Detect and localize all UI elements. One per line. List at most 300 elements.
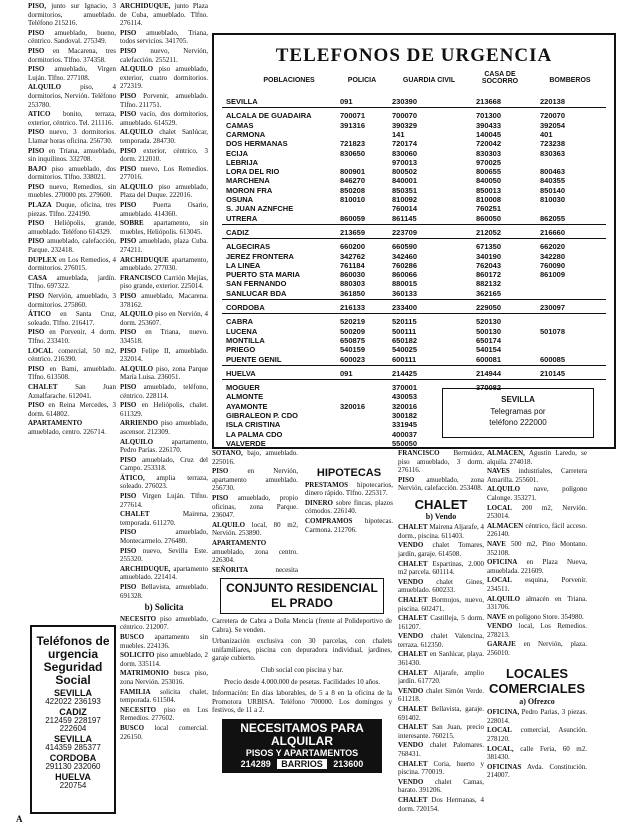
- classified-ad: ARCHIDUQUE, apartamento amueblado. 221414.: [120, 564, 208, 582]
- phone-cell: 500209: [340, 326, 366, 336]
- phone-cell: 223709: [392, 227, 418, 237]
- emergency-phones-table: [212, 33, 616, 449]
- town-name: LEBRIJA: [226, 157, 259, 167]
- sevilla-label: SEVILLA: [501, 395, 535, 404]
- town-name: ECIJA: [226, 148, 249, 158]
- classified-ad: NAVE en polígono Store. 354980.: [487, 612, 584, 621]
- phone-cell: 850351: [392, 185, 418, 195]
- locales-ads: [487, 708, 587, 780]
- phone-cell: 091: [340, 97, 353, 106]
- classified-ad: PISO en Triana, nuevo. 334518.: [120, 328, 208, 345]
- table-row: [214, 176, 614, 185]
- town-name: CADIZ: [226, 227, 249, 237]
- phone-cell: 342460: [392, 251, 418, 261]
- phone-cell: 760251: [476, 204, 502, 214]
- classified-ad: CHALET Bellavista, garaje. 691402.: [398, 705, 484, 722]
- phone-cell: 701300: [476, 111, 502, 121]
- classified-ad: PISO amueblado, propio oficinas, zona Parque. 236047.: [212, 493, 298, 520]
- town-name: MARCHENA: [226, 176, 270, 186]
- table-separator: [222, 107, 606, 108]
- phone-cell: 860066: [392, 270, 418, 280]
- table-row: [214, 214, 614, 223]
- table-row: [214, 336, 614, 345]
- classified-ad: PISO en Triana, amueblado, sin inquilinos. 332708.: [28, 146, 116, 164]
- classified-ad: CHALET San Juan Aznalfarache. 612041.: [28, 382, 116, 400]
- phone-cell: 390433: [476, 120, 502, 130]
- town-name: CARMONA: [226, 129, 266, 139]
- classified-ad: PISO Porvenir, amueblado. Tlfno. 211751.: [120, 91, 208, 109]
- phone-cell: 860050: [476, 213, 502, 223]
- classified-ad: LOCAL esquina, Porvenir. 234511.: [487, 576, 587, 593]
- classified-ad: PISO Felipe II, amueblado. 232014.: [120, 346, 208, 364]
- town-name: S. JUAN AZNFCHE: [226, 204, 294, 214]
- ss-city: HUELVA: [55, 772, 91, 782]
- phone-cell: 361850: [340, 288, 366, 298]
- phone-cell: 230097: [540, 303, 566, 312]
- classified-ad: CHALET Aljarafe, amplio jardín. 617720.: [398, 668, 484, 686]
- barrios-line1: NECESITAMOS PARA ALQUILAR: [240, 720, 364, 748]
- classified-ad: CHALET Mairena Aljarafe, 4 dorm., piscina. 611403.: [398, 523, 484, 540]
- classified-ad: FAMILIA solicita chalet, temporada. 611504.: [120, 687, 208, 705]
- classified-ad: PISO nuevo, 3 dormitorios. Llamar horas oficina. 256730.: [28, 128, 116, 145]
- social-security-title: Teléfonos de urgencia Seguridad Social: [36, 634, 110, 687]
- phone-cell: 671350: [476, 242, 502, 252]
- phone-cell: 860030: [340, 270, 366, 280]
- phone-cell: 970025: [476, 157, 502, 167]
- phone-cell: 501078: [540, 326, 566, 336]
- phone-cell: 540159: [340, 345, 366, 355]
- phone-cell: 362165: [476, 288, 502, 298]
- phone-cell: 520130: [476, 317, 502, 327]
- phone-cell: 331945: [392, 420, 418, 430]
- classifieds-column-1: [28, 2, 116, 624]
- classified-ad: PRESTAMOS hipotecarios, dinero rápido. Tlfno. 225317.: [305, 480, 393, 498]
- table-row: [214, 195, 614, 204]
- table-row: [214, 261, 614, 270]
- town-name: GIBRALEON P. CDO: [226, 411, 298, 420]
- classified-ad: NECESITO piso amueblado, céntrico. 212007.: [120, 614, 208, 632]
- phone-cell: 800502: [392, 167, 418, 177]
- header-guardia-civil: GUARDIA CIVIL: [402, 77, 456, 84]
- classified-ad: VENDO chalet Gines, amueblado. 600233.: [398, 577, 484, 595]
- phone-cell: 800901: [340, 167, 366, 177]
- telegram-phone: teléfono 222000: [489, 418, 547, 427]
- classified-ad: OFICINA en Plaza Nueva, amueblada. 221609.: [487, 558, 587, 575]
- classified-ad: VENDO chalet Camas, barato. 391206.: [398, 777, 484, 795]
- phone-cell: 213668: [476, 97, 502, 106]
- classified-ad: DUPLEX en Los Remedios, 4 dormitorios. 276015.: [28, 255, 116, 273]
- conjunto-title-line2: EL PRADO: [271, 596, 333, 610]
- table-separator: [222, 365, 606, 366]
- phone-cell: 800655: [476, 167, 502, 177]
- table-separator: [222, 299, 606, 300]
- classified-ad: PISO amueblado, calefacción, Parque. 232418.: [28, 237, 116, 255]
- classified-ad: ATICO bonito, terraza, exterior, céntrico. Tel. 211116.: [28, 110, 116, 127]
- town-name: SEVILLA: [226, 97, 258, 106]
- classified-ad: CHALET Mairena, temporada. 611270.: [120, 510, 208, 527]
- phone-cell: 762043: [476, 260, 502, 270]
- classified-ad: NAVE 500 m2, Pino Montano. 352108.: [487, 539, 587, 557]
- classified-ad: ALQUILO almacén en Triana. 331706.: [487, 594, 587, 612]
- table-separator: [222, 313, 606, 314]
- conjunto-p2: Urbanización exclusiva con 30 parcelas, con chalets unifamiliares, piscina con depuradora individual, jardines, garaje cubierto.: [212, 637, 392, 663]
- classified-ad: CHALET Castilleja, 5 dorm. 161207.: [398, 614, 484, 631]
- phone-cell: 723238: [540, 139, 566, 149]
- phone-cell: 800463: [540, 167, 566, 177]
- phone-cell: 861145: [392, 213, 417, 223]
- table-row: [214, 317, 614, 326]
- town-name: CORDOBA: [226, 303, 265, 312]
- classified-ad: MATRIMONIO busca piso, zona Nervión. 253016.: [120, 669, 208, 686]
- phone-cell: 810010: [340, 195, 366, 204]
- table-row: [214, 327, 614, 336]
- classified-ad: PISO amueblado, Macarena. 378162.: [120, 292, 208, 309]
- header-policia: POLICIA: [347, 77, 377, 84]
- table-row: [214, 228, 614, 237]
- phone-cell: 850013: [476, 185, 502, 195]
- classified-ad: NAVES industriales, Carretera Amarilla. 255601.: [487, 467, 587, 484]
- classified-ad: ALMACEN céntrico, fácil acceso. 226140.: [487, 521, 587, 539]
- corner-mark: A: [16, 814, 23, 824]
- phone-cell: 392054: [540, 120, 566, 130]
- classified-ad: FRANCISCO Carrión Mejías, piso grande, exterior. 225014.: [120, 273, 208, 291]
- table-row: [214, 158, 614, 167]
- classified-ad: ALQUILO piso en Nervión, 4 dorm. 253607.: [120, 310, 208, 327]
- c4-pre-ads: [398, 449, 484, 493]
- phone-cell: 214944: [476, 368, 502, 378]
- phone-cell: 370082: [476, 383, 502, 393]
- phone-cell: 520115: [392, 317, 417, 327]
- barrios-phone-1: 214289: [240, 758, 271, 769]
- town-name: MORON FRA: [226, 185, 273, 195]
- phone-cell: 540154: [476, 345, 502, 355]
- conjunto-p4: Precio desde 4.000.000 de pesetas. Facilidades 10 años.: [223, 677, 381, 686]
- hipotecas-section: [305, 449, 393, 573]
- classified-ad: PISO, junto sur Ignacio, 3 dormitorios, amueblado. Teléfono 215216.: [28, 2, 116, 28]
- ss-number: 212459 228197 222604: [45, 716, 101, 733]
- phone-cell: 760090: [540, 260, 566, 270]
- phone-cell: 861009: [540, 270, 566, 280]
- phone-cell: 216133: [340, 303, 366, 312]
- classified-ad: ÁTICO en Santa Cruz, soleado. Tlfno. 216417.: [28, 310, 116, 327]
- conjunto-residencial-ad: [212, 578, 392, 811]
- col2-section-heading: b) Solicita: [144, 602, 184, 613]
- phone-cell: 520219: [340, 317, 366, 327]
- classified-ad: ÁTICO, amplia terraza, soleado. 276023.: [120, 473, 208, 491]
- classified-ad: OFICINA, Pedro Parias, 3 piezas. 228014.: [487, 708, 587, 725]
- ss-city: SEVILLA: [53, 734, 92, 744]
- phone-cell: 320016: [392, 401, 418, 411]
- phone-cell: 660590: [392, 242, 418, 252]
- town-name: CABRA: [226, 317, 254, 327]
- classified-ad: ARCHIDUQUE, junto Plaza de Cuba, amueblado. Tlfno. 276114.: [120, 2, 208, 28]
- classified-ad: BUSCO apartamento sin muebles. 224136.: [120, 632, 208, 650]
- phone-cell: 216660: [540, 227, 566, 237]
- table-row: [214, 345, 614, 354]
- town-name: PUENTE GENIL: [226, 354, 282, 364]
- classified-ad: PISO en Heliópolis, chalet. 611329.: [120, 401, 208, 418]
- classified-ad: PISO en Porvenir, 4 dorm. Tlfno. 233410.: [28, 328, 116, 345]
- table-row: [214, 97, 614, 106]
- phone-cell: 720042: [476, 139, 502, 149]
- c5-ads: [487, 449, 587, 658]
- phone-cell: 214425: [392, 368, 418, 378]
- ss-city: SEVILLA: [53, 688, 92, 698]
- town-name: MONTILLA: [226, 335, 265, 345]
- classified-ad: CHALET Dos Hermanas, 4 dorm. 720154.: [398, 795, 484, 811]
- phone-cell: 720174: [392, 139, 418, 149]
- conjunto-title: [220, 578, 384, 614]
- classified-ad: PISO amueblado, Virgen Luján. Tlfno. 277108.: [28, 65, 116, 82]
- table-separator: [222, 238, 606, 239]
- col2-ads: [120, 2, 208, 600]
- classified-ad: VENDO chalet Simón Verde. 611218.: [398, 686, 484, 704]
- table-row: [214, 130, 614, 139]
- classifieds-column-4: [398, 449, 484, 811]
- hipotecas-ads: [305, 481, 393, 535]
- classified-ad: PISO Bellavista, amueblado. 691328.: [120, 583, 208, 600]
- classified-ad: SOLICITO piso amueblado, 2 dorm. 335114.: [120, 651, 208, 668]
- town-name: UTRERA: [226, 213, 258, 223]
- phone-cell: 140045: [476, 129, 502, 139]
- classified-ad: FRANCISCO Bermúdez, piso amueblado, 3 dorm. 276116.: [398, 449, 484, 475]
- phone-cell: 360133: [392, 288, 418, 298]
- town-name: LUCENA: [226, 326, 258, 336]
- ss-number: 291130 232060: [45, 762, 101, 771]
- phone-cell: 550050: [392, 438, 418, 448]
- barrios-line3: [222, 759, 382, 770]
- barrios-brand: BARRIOS: [277, 759, 327, 769]
- town-name: ISLA CRISTINA: [226, 420, 281, 430]
- classified-ad: PISO amueblado, Triana, todos servicios. 341705.: [120, 28, 208, 46]
- classified-ad: VENDO chalet Tomares, jardín, garaje. 614508.: [398, 541, 484, 558]
- classified-ad: CHALET Espartinas, 2.000 m2 parcela. 601114.: [398, 559, 484, 577]
- classified-ad: PISO amueblado, plaza Cuba. 274211.: [120, 237, 208, 255]
- table-row: [214, 242, 614, 251]
- phone-cell: 229050: [476, 303, 502, 312]
- conjunto-p5: Información: En días laborables, de 5 a 8 en la oficina de la Promotora URBISA. Teléfono 700000. Los domingos y festivos, de 11 a 2.: [212, 689, 392, 715]
- classified-ad: PISO nuevo, Remedios, sin muebles. 270000 pts. 279600.: [28, 182, 116, 200]
- conjunto-title-line1: CONJUNTO RESIDENCIAL: [226, 581, 378, 595]
- classified-ad: SEÑORITA necesita: [212, 565, 298, 573]
- phone-cell: 600023: [340, 354, 366, 364]
- table-row: [214, 289, 614, 298]
- classified-ad: PISO en Reina Mercedes, 3 dorm. 614802.: [28, 401, 116, 418]
- town-name: LORA DEL RIO: [226, 167, 280, 177]
- table-row: [214, 149, 614, 158]
- locales-sub: a) Ofrezco: [519, 696, 555, 706]
- classified-ad: PISO nuevo, Nervión, calefacción. 255211.: [120, 46, 208, 64]
- town-name: OSUNA: [226, 195, 254, 204]
- phone-cell: 860059: [340, 213, 366, 223]
- hipotecas-title: HIPOTECAS: [316, 467, 382, 479]
- phone-cell: 970013: [392, 157, 418, 167]
- phone-cell: 662020: [540, 242, 566, 252]
- table-row: [214, 270, 614, 279]
- classified-ad: APARTAMENTO amueblado, zona centro. 226304.: [212, 538, 298, 565]
- barrios-banner: [222, 719, 382, 773]
- phone-cell: 600085: [540, 354, 566, 364]
- classified-ad: ALMACEN, Agustín Laredo, se alquila. 274018.: [487, 449, 587, 466]
- town-name: SAN FERNANDO: [226, 279, 287, 289]
- classified-ad: ALQUILO piso, zona Parque María Luisa. 236051.: [120, 364, 208, 382]
- table-row: [214, 369, 614, 378]
- conjunto-p1: Carretera de Cabra a Doña Mencía (frente al Polideportivo de Cabra). Se venden.: [212, 617, 392, 634]
- phone-cell: 320016: [340, 401, 366, 411]
- town-name: CAMAS: [226, 120, 254, 130]
- phone-cell: 212052: [476, 227, 502, 237]
- phone-cell: 760286: [392, 260, 418, 270]
- phone-cell: 370001: [392, 383, 418, 393]
- phone-cell: 340190: [476, 251, 502, 261]
- ss-number: 220754: [59, 781, 87, 790]
- phone-cell: 810092: [392, 195, 418, 204]
- phone-cell: 300182: [392, 411, 418, 420]
- phone-cell: 810030: [540, 195, 566, 204]
- phone-cell: 233400: [392, 303, 418, 312]
- barrios-line2: PISOS Y APARTAMENTOS: [245, 747, 359, 758]
- phone-cell: 210145: [540, 368, 566, 378]
- classified-ad: PISO Virgen Luján. Tlfno. 277614.: [120, 492, 208, 509]
- barrios-phone-2: 213600: [333, 758, 364, 769]
- header-bomberos: BOMBEROS: [549, 77, 591, 84]
- classified-ad: ALQUILO piso amueblado, Plaza del Duque. 222016.: [120, 182, 208, 200]
- town-name: ALCALA DE GUADAIRA: [226, 111, 312, 121]
- ss-city: CORDOBA: [49, 753, 97, 763]
- phone-cell: 860172: [476, 270, 502, 280]
- table-row: [214, 252, 614, 261]
- phone-cell: 700070: [392, 111, 418, 121]
- phone-cell: 342280: [540, 251, 566, 261]
- phone-cell: 500130: [476, 326, 502, 336]
- phone-cell: 500111: [392, 326, 417, 336]
- classifieds-column-3: [212, 449, 298, 573]
- phone-cell: 650174: [476, 335, 502, 345]
- table-row: [214, 204, 614, 213]
- phone-cell: 830363: [540, 148, 566, 158]
- town-name: SANLUCAR BDA: [226, 288, 287, 298]
- phone-cell: 342762: [340, 251, 366, 261]
- phone-cell: 761184: [340, 260, 365, 270]
- classified-ad: VENDO chalet Valencina, terraza. 612350.: [398, 632, 484, 649]
- phone-cell: 830303: [476, 148, 502, 158]
- phone-cell: 721823: [340, 139, 366, 149]
- classified-ad: ALQUILO chalet Sanlúcar, temporada. 284730.: [120, 128, 208, 145]
- header-poblaciones: POBLACIONES: [263, 77, 315, 84]
- phone-cell: 830060: [392, 148, 418, 158]
- classified-ad: LOCAL 200 m2, Nervión. 253014.: [487, 503, 587, 521]
- table-row: [214, 439, 614, 448]
- classified-ad: PISO exterior, céntrico, 3 dorm. 212010.: [120, 146, 208, 164]
- classified-ad: CHALET San Juan, precio interesante. 760215.: [398, 723, 484, 740]
- town-name: JEREZ FRONTERA: [226, 251, 294, 261]
- classified-ad: COMPRAMOS hipotecas. Carmona. 212706.: [305, 516, 393, 534]
- social-security-entries: [32, 689, 114, 790]
- telegram-text: Telegramas por: [490, 407, 546, 416]
- phone-cell: 430053: [392, 392, 418, 402]
- town-name: PRIEGO: [226, 345, 256, 355]
- phone-cell: 840001: [392, 176, 418, 186]
- table-header: [214, 71, 614, 95]
- phone-cell: 650182: [392, 335, 418, 345]
- classified-ad: LOCAL comercial, 50 m2, céntrico. 216390.: [28, 346, 116, 364]
- phone-cell: 141: [392, 129, 405, 139]
- classified-ad: LOCAL comercial, Asunción. 278120.: [487, 726, 587, 744]
- phone-cell: 862055: [540, 213, 566, 223]
- classified-ad: PISO amueblado, teléfono, céntrico. 228114.: [120, 382, 208, 400]
- classifieds-column-2: [120, 2, 208, 814]
- town-name: ALGECIRAS: [226, 242, 271, 252]
- classified-ad: VENDO local, Los Remedios. 278213.: [487, 622, 587, 639]
- phone-cell: 600111: [392, 354, 417, 364]
- phone-cell: 230390: [392, 97, 418, 106]
- classified-ad: CHALET Bormujos, nuevo, piscina. 602471.: [398, 595, 484, 613]
- classified-ad: PISO nuevo, Los Remedios. 277016.: [120, 164, 208, 182]
- classified-ad: BAJO piso amueblado, dos dormitorios. Tlfno. 338021.: [28, 164, 116, 182]
- phone-cell: 810008: [476, 195, 502, 204]
- table-row: [214, 121, 614, 130]
- classifieds-column-5: [487, 449, 587, 811]
- town-name: ALMONTE: [226, 392, 264, 402]
- classified-ad: CHALET Coria, huerto y piscina. 770019.: [398, 759, 484, 777]
- town-name: DOS HERMANAS: [226, 139, 288, 149]
- town-name: VALVERDE: [226, 438, 266, 448]
- table-separator: [222, 379, 606, 380]
- classified-ad: PISO amueblado, zona Nervión, calefacción. 253408.: [398, 475, 484, 493]
- town-name: LA PALMA CDO: [226, 429, 283, 439]
- ss-number: 422022 236193: [45, 697, 101, 706]
- town-name: LA LINEA: [226, 260, 261, 270]
- classified-ad: PISO en Nervión, apartamento amueblado. 256730.: [212, 467, 298, 493]
- phone-cell: 220138: [540, 97, 566, 106]
- classified-ad: ARRIENDO piso amueblado, ascensor. 212309.: [120, 419, 208, 436]
- classified-ad: PISO amueblado, Montecarmelo. 276480.: [120, 528, 208, 546]
- phone-cell: 390329: [392, 120, 418, 130]
- classified-ad: ARCHIDUQUE apartamento, amueblado. 277030.: [120, 255, 208, 273]
- sevilla-telegram-box: [442, 388, 594, 438]
- classified-ad: PISO en Bami, amueblado. Tlfno. 613508.: [28, 364, 116, 382]
- phone-cell: 091: [340, 368, 353, 378]
- town-name: MOGUER: [226, 383, 260, 393]
- classified-ad: ALQUILO local, 80 m2, Nervión. 253890.: [212, 520, 298, 538]
- phone-cell: 760014: [392, 204, 418, 214]
- ss-city: CADIZ: [59, 707, 87, 717]
- classified-ad: PISO Puerta Osario, amueblado. 414360.: [120, 201, 208, 218]
- classified-ad: PISO Heliópolis, grande, amueblado. Teléfono 614329.: [28, 219, 116, 236]
- phone-cell: 850140: [540, 185, 566, 195]
- classified-ad: ALQUILO apartamento, Pedro Parias. 226170.: [120, 437, 208, 455]
- classified-ad: DINERO sobre fincas, plazos cómodos. 226140.: [305, 498, 393, 516]
- classified-ad: GARAJE en Nervión, plaza. 256010.: [487, 640, 587, 658]
- classified-ad: VENDO chalet Palomares. 768431.: [398, 741, 484, 758]
- classified-ad: CASA amueblada, jardín. Tlfno. 697322.: [28, 273, 116, 291]
- phone-cell: 880303: [340, 279, 366, 289]
- phone-cell: 213659: [340, 227, 366, 237]
- phone-cell: 650875: [340, 335, 366, 345]
- town-name: PUERTO STA MARIA: [226, 270, 301, 280]
- classified-ad: ALQUILO piso, 4 dormitorios, Nervión. Teléfono 253780.: [28, 83, 116, 109]
- table-row: [214, 167, 614, 176]
- classified-ad: PISO Nervión, amueblado, 3 dormitorios. 275860.: [28, 292, 116, 309]
- classified-ad: OFICINAS Avda. Constitución. 214007.: [487, 762, 587, 780]
- town-name: AYAMONTE: [226, 401, 268, 411]
- classified-ad: CHALET en Sanlúcar, playa. 361430.: [398, 650, 484, 668]
- classified-ad: PISO nuevo, Sevilla Este. 255320.: [120, 546, 208, 564]
- social-security-phones-box: [30, 625, 116, 814]
- classified-ad: PISO vacío, dos dormitorios, amueblado. 614529.: [120, 110, 208, 127]
- col2-ads-after: [120, 615, 208, 741]
- classified-ad: APARTAMENTO amueblado, centro. 226714.: [28, 419, 106, 436]
